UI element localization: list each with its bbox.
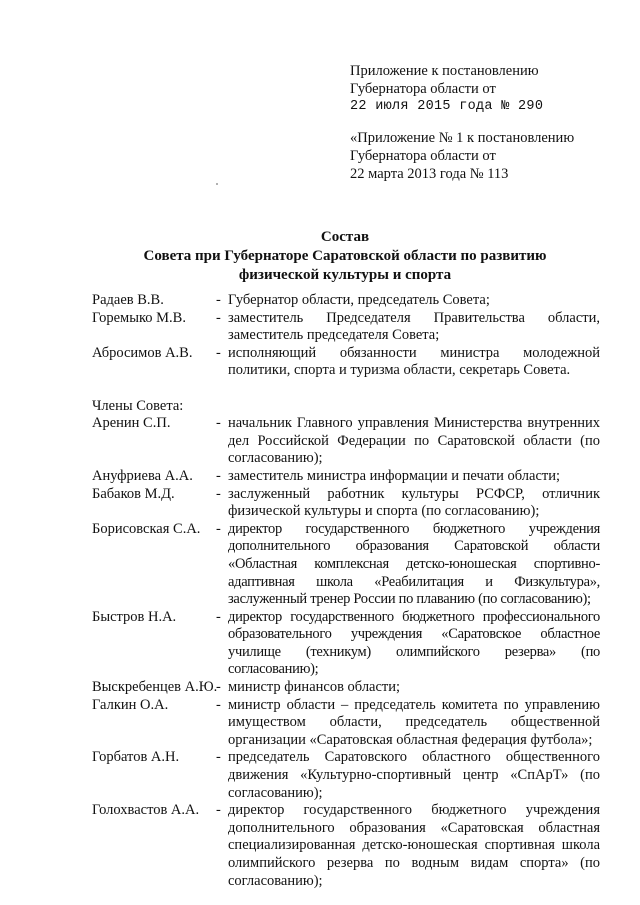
dash: - — [216, 485, 221, 502]
member-role: председатель Саратовского областного общественного движения «Культурно-спортивный центр «СпАрТ» (по согласованию); — [228, 749, 600, 801]
scan-speck — [216, 183, 218, 185]
member-name: Горемыко М.В. — [92, 309, 186, 326]
dash: - — [216, 802, 221, 819]
dash: - — [216, 292, 221, 308]
member-role: директор государственного бюджетного профессионального образовательного учреждения «Саратовское областное училище (техникум) олимпийского резерва» (по согласованию); — [228, 608, 600, 678]
member-role: министр области – председатель комитета по управлению имуществом области, председатель общественной организации «Саратовская областная федерация футбола»; — [228, 696, 600, 748]
list-item — [92, 292, 600, 310]
list-item — [92, 415, 600, 468]
member-name: Аренин С.П. — [92, 415, 171, 432]
heading-line-3: физической культуры и спорта — [238, 267, 452, 283]
dash: - — [216, 696, 221, 713]
member-role: директор государственного бюджетного учреждения дополнительного образования «Саратовская областная специализированная детско-юношеская спортивная школа олимпийского резерва по водным видам спорта» (по согласованию); — [228, 802, 600, 889]
member-name: Борисовская С.А. — [92, 520, 201, 537]
member-role: заслуженный работник культуры РСФСР, отличник физической культуры и спорта (по согласованию); — [228, 485, 600, 520]
annex-original-line-2: Губернатора области от — [350, 148, 496, 164]
member-name: Горбатов А.Н. — [92, 749, 180, 766]
member-role: директор государственного бюджетного учреждения дополнительного образования Саратовской области «Областная комплексная детско-юношеская спортивно-адаптивная школа «Реабилитация и Физкультура», заслуженный тренер России по плаванию (по согласованию); — [228, 520, 600, 608]
dash: - — [216, 467, 221, 484]
document-heading — [90, 228, 600, 285]
annex-block — [350, 62, 620, 116]
list-item — [92, 609, 600, 679]
list-item — [92, 468, 600, 486]
dash: - — [216, 520, 221, 537]
member-name: Абросимов А.В. — [92, 344, 193, 361]
council-composition-list — [92, 292, 600, 890]
list-item — [92, 679, 600, 697]
annex-original-line-3: 22 марта 2013 года № 113 — [350, 166, 509, 182]
member-name: Выскребенцев А.Ю. — [92, 679, 218, 696]
annex-date-line: 22 июля 2015 года № 290 — [350, 99, 544, 114]
heading-line-2: Совета при Губернаторе Саратовской области по развитию — [143, 248, 547, 264]
member-role: министр финансов области; — [228, 679, 401, 696]
list-item — [92, 697, 600, 750]
heading-title: Состав — [320, 229, 370, 245]
dash: - — [216, 344, 221, 361]
member-role: Губернатор области, председатель Совета; — [228, 292, 490, 308]
annex-original-block — [350, 129, 620, 183]
dash: - — [216, 679, 221, 696]
member-role: исполняющий обязанности министра молодежной политики, спорта и туризма области, секретарь Совета. — [228, 344, 600, 379]
member-role: заместитель министра информации и печати области; — [228, 467, 561, 484]
list-item — [92, 749, 600, 802]
dash: - — [216, 309, 221, 326]
list-item — [92, 521, 600, 609]
dash: - — [216, 749, 221, 766]
member-name: Быстров Н.А. — [92, 608, 177, 625]
member-name: Радаев В.В. — [92, 292, 164, 308]
member-name: Ануфриева А.А. — [92, 467, 193, 484]
list-item — [92, 486, 600, 521]
annex-line-1: Приложение к постановлению — [350, 63, 539, 79]
member-name: Бабаков М.Д. — [92, 485, 175, 502]
annex-line-2: Губернатора области от — [350, 81, 496, 97]
list-item — [92, 310, 600, 345]
list-item — [92, 802, 600, 890]
member-name: Галкин О.А. — [92, 696, 169, 713]
annex-original-line-1: «Приложение № 1 к постановлению — [350, 130, 575, 146]
member-role: заместитель Председателя Правительства области, заместитель председателя Совета; — [228, 309, 600, 344]
dash: - — [216, 608, 221, 625]
list-item — [92, 345, 600, 380]
dash: - — [216, 415, 221, 432]
members-heading: Члены Совета: — [92, 397, 184, 414]
member-role: начальник Главного управления Министерства внутренних дел Российской Федерации по Саратовской области (по согласованию); — [228, 415, 600, 467]
member-name: Голохвастов А.А. — [92, 802, 200, 819]
